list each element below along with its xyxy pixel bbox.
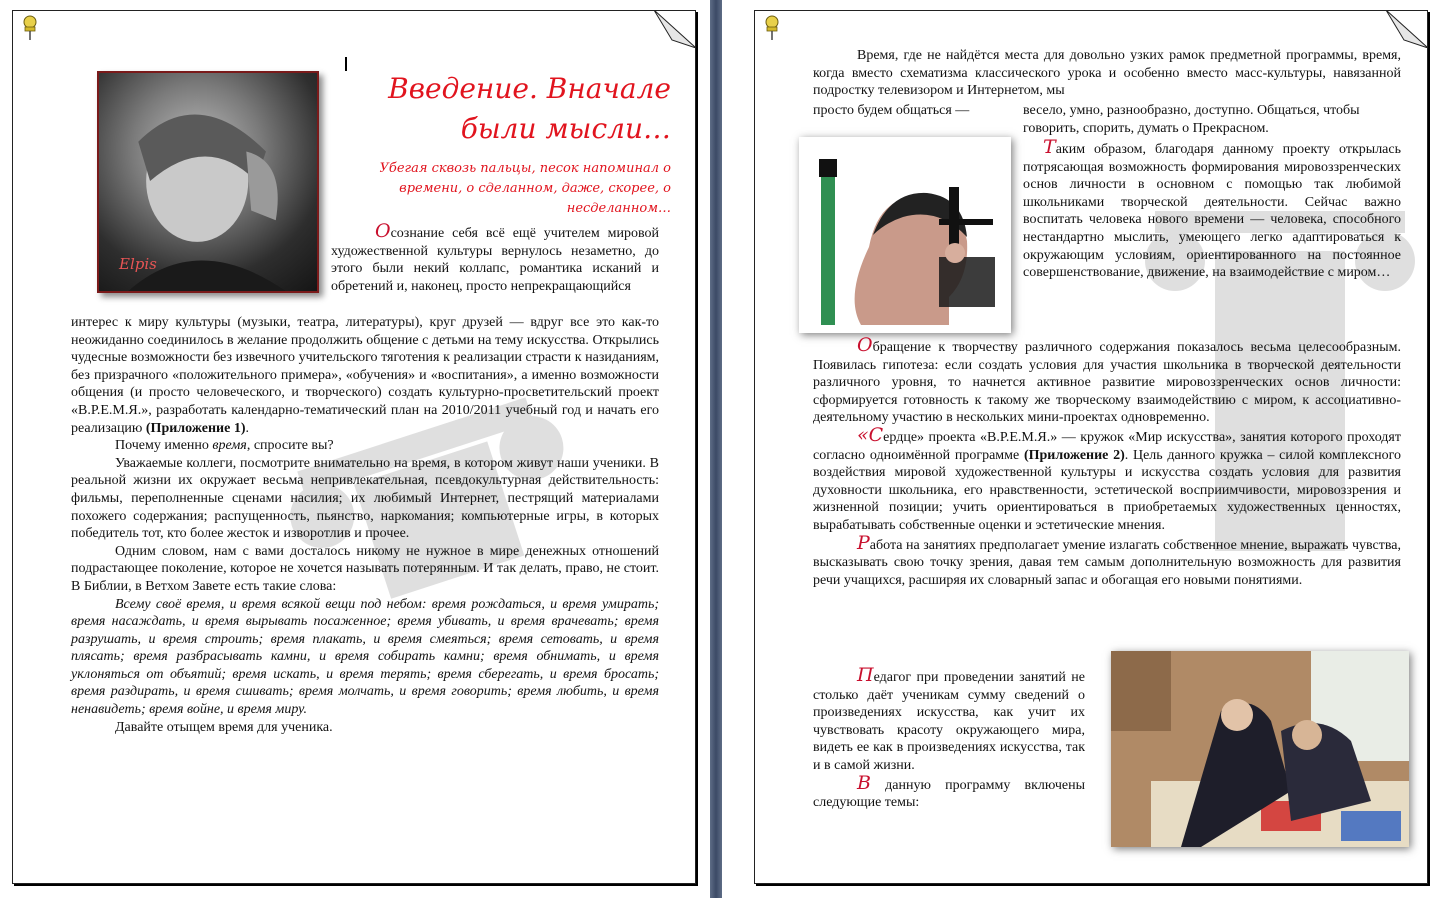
appendix-ref: (Приложение 2) — [1023, 447, 1125, 463]
paragraph-text: бращение к творчеству различного содержания показалось весьма целесообразным. Появилась гипотеза: если создать условия для участия школьника в творческой деятельности различного уровня, то начнется активное развитие мировоззренческих основ личности: сформируется готовность к такому же творческому взаимодействию с миром, к ассоциативно-деятельному участию в нескольких мини-проектах одновременно. — [813, 340, 1401, 426]
page-fold-icon — [1386, 10, 1428, 48]
paragraph-text: Одним словом, нам с вами досталось никому не нужное в мире денежных отношений подрастающее поколение, которое не хочется называть потерянным. И так делать, право, не стоит. В Библии, в Ветхом Завете есть такие слова: — [71, 543, 659, 594]
right-page — [754, 10, 1428, 884]
statue-illustration — [799, 137, 1011, 333]
drop-cap: П — [857, 664, 874, 686]
drop-cap: В — [857, 771, 871, 794]
right-side-paragraph — [1023, 136, 1401, 282]
paragraph-text: сознание себя всё ещё учителем мировой художественной культуры вернулось незаметно, до этого были некий коллапс, романтика исканий и обретений и, наконец, просто непрекращающийся — [331, 226, 659, 294]
pushpin-icon — [763, 15, 781, 41]
paragraph-text: весело, умно, разнообразно, доступно. Общаться, чтобы говорить, спорить, думать о Прекрасном. — [1023, 103, 1360, 136]
paragraph-text: Время, где не найдётся места для довольно узких рамок предметной программы, время, когда вместо схематизма классического урока и особенно вместо масс-культуры, навязанной подростку телевизором и Интернетом, мы — [813, 48, 1401, 99]
author-photo — [97, 71, 319, 293]
drop-cap: Т — [1043, 136, 1056, 158]
page-title: Введение. Вначале были мысли… — [388, 72, 671, 145]
right-body — [813, 334, 1401, 589]
paragraph-text: интерес к миру культуры (музыки, театра, литературы), круг друзей — вдруг все это как-то неожиданно соединилось в желание продолжить общение с детьми на тему искусства. Открылись чудесные возможности без извечного учительского тяготения к реализации страсти к назиданиям, без призрачного «положительного примера», «обучения» и «воспитания», а именно возможности общения (и просто человеческого, и творческого) создать культурно-просветительский проект «В.Р.Е.М.Я.», разработать календарно-тематический план на 2010/2011 учебный год и начать его реализацию — [71, 315, 659, 436]
drop-cap: О — [857, 334, 873, 356]
photo-signature: Elpis — [119, 255, 157, 273]
page-fold-icon — [654, 10, 696, 48]
paragraph-text: абота на занятиях предполагает умение излагать собственное мнение, выражать чувства, высказывать свою точку зрения, давая тем самым дополнительную возможность для развития речи учащихся, расширяя их словарный запас и обогащая его новыми понятиями. — [813, 537, 1401, 588]
right-intro-tail-left — [813, 102, 1013, 120]
drop-cap: Р — [857, 531, 870, 554]
left-page — [12, 10, 696, 884]
drop-cap: «С — [857, 423, 884, 446]
paragraph-text: просто будем общаться — — [813, 103, 970, 118]
question-text: Почему именно — [115, 438, 209, 454]
paragraph-text: ердце» проекта «В.Р.Е.М.Я.» — кружок «Мир искусства», занятия которого проходят согласно одноимённой программе — [813, 429, 1401, 463]
paragraph-text: данную программу включены следующие темы: — [813, 777, 1085, 811]
appendix-ref: (Приложение 1) — [145, 420, 246, 436]
emphasis-word: время — [212, 438, 247, 454]
page-divider — [710, 0, 722, 898]
paragraph-text: Уважаемые коллеги, посмотрите внимательно на время, в котором живут наши ученики. В реальной жизни их окружает весьма непривлекательная, псевдокультурная действительность: фильмы, переполненные сценами насилия; их любимый Интернет, пестрящий материалами похожего содержания; распущенность, пьянство, наркомания; компьютерные игры, в которых победитель тот, кто более жесток и изворотлив и прочее. — [71, 455, 659, 542]
paragraph-text: Давайте отыщем время для ученика. — [115, 719, 333, 735]
left-body: интерес к миру культуры (музыки, театра, литературы), круг друзей — вдруг все это как-то неожиданно соединилось в желание продолжить общение с детьми на тему искусства. Открылись чудесные возможности без извечного учительского тяготения к реализации страсти к назиданиям, без призрачного «положительного примера», «обучения» и «воспитания», а именно возможности общения (и просто человеческого, и творческого) создать культурно-просветительский проект «В.Р.Е.М.Я.», разработать календарно-тематический план на 2010/2011 учебный год и начать его реализацию (Приложение 1). Почему именно время, спросите вы? Уважаемые коллеги, посмотрите внимательно на время, в котором живут наши ученики. В реальной жизни их окружает весьма непривлекательная, псевдокультурная действительность: фильмы, переполненные сценами насилия; их любимый Интернет, пестрящий материалами похожего содержания; распущенность, пьянство, наркомания; компьютерные игры, в которых победитель тот, кто более жесток и изворотлив и прочее. Одним словом, нам с вами досталось никому не нужное в мире денежных отношений подрастающее поколение, которое не хочется называть потерянным. И так делать, право, не стоит. В Библии, в Ветхом Завете есть такие слова: Всему своё время, и время всякой вещи под небом: время рождаться, и время умирать; время насаждать, и время вырывать посаженное; время убивать, и время врачевать; время разрушать, и время строить; время плакать, и время смеяться; время сетовать, и время плясать; время разбрасывать камни, и время собирать камни; время обнимать, и время уклоняться от объятий; время искать, и время терять; время сберегать, и время бросать; время раздирать, и время сшивать; время молчать, и время говорить; время любить, и время ненавидеть; время войне, и время миру. Давайте отыщем время для ученика. — [71, 315, 659, 735]
pushpin-icon — [21, 15, 39, 41]
paragraph-text: едагог при проведении занятий не столько даёт ученикам сумму сведений о произведениях искусства, как учит их чувствовать красоту окружающего мира, видеть ее как в произведениях искусства, так и в самой жизни. — [813, 670, 1085, 773]
question-end: , спросите вы? — [246, 438, 334, 454]
right-bottom-column — [813, 664, 1085, 812]
paragraph-text: аким образом, благодаря данному проекту открылась потрясающая возможность формирования мировоззренческих основ личности в основном с помощью так любимой школьниками творческой деятельности. Сейчас важно воспитать человека нового времени — человека, способного нестандартно мыслить, умеющего легко адаптироваться к окружающим условиям, ориентированного на постоянное совершенствование, движение, на взаимодействие с миром… — [1023, 142, 1401, 281]
drop-cap: О — [375, 220, 391, 242]
right-intro — [813, 47, 1401, 100]
classroom-photo — [1111, 651, 1409, 847]
right-intro-side — [1023, 102, 1401, 137]
bible-quote: Всему своё время, и время всякой вещи под небом: время рождаться, и время умирать; время насаждать, и время вырывать посаженное; время убивать, и время врачевать; время разрушать, и время строить; время плакать, и время смеяться; время сетовать, и время плясать; время разбрасывать камни, и время собирать камни; время обнимать, и время уклоняться от объятий; время искать, и время терять; время сберегать, и время бросать; время раздирать, и время сшивать; время молчать, и время говорить; время любить, и время ненавидеть; время войне, и время миру. — [71, 596, 659, 718]
intro-paragraph-head — [331, 220, 659, 295]
paragraph-text: . Цель данного кружка – силой комплексного воздействия мировой художественной культуры и искусства создать условия для развития духовности школьника, его нравственности, эстетической восприимчивости, мировоззрения и жизненной позиции; учить ориентироваться в приобретаемых художественных ценностях, вырабатывать собственные оценки и эстетические мнения. — [813, 447, 1401, 533]
epigraph: Убегая сквозь пальцы, песок напоминал о времени, о сделанном, даже, скорее, о несделанном… — [379, 161, 671, 216]
